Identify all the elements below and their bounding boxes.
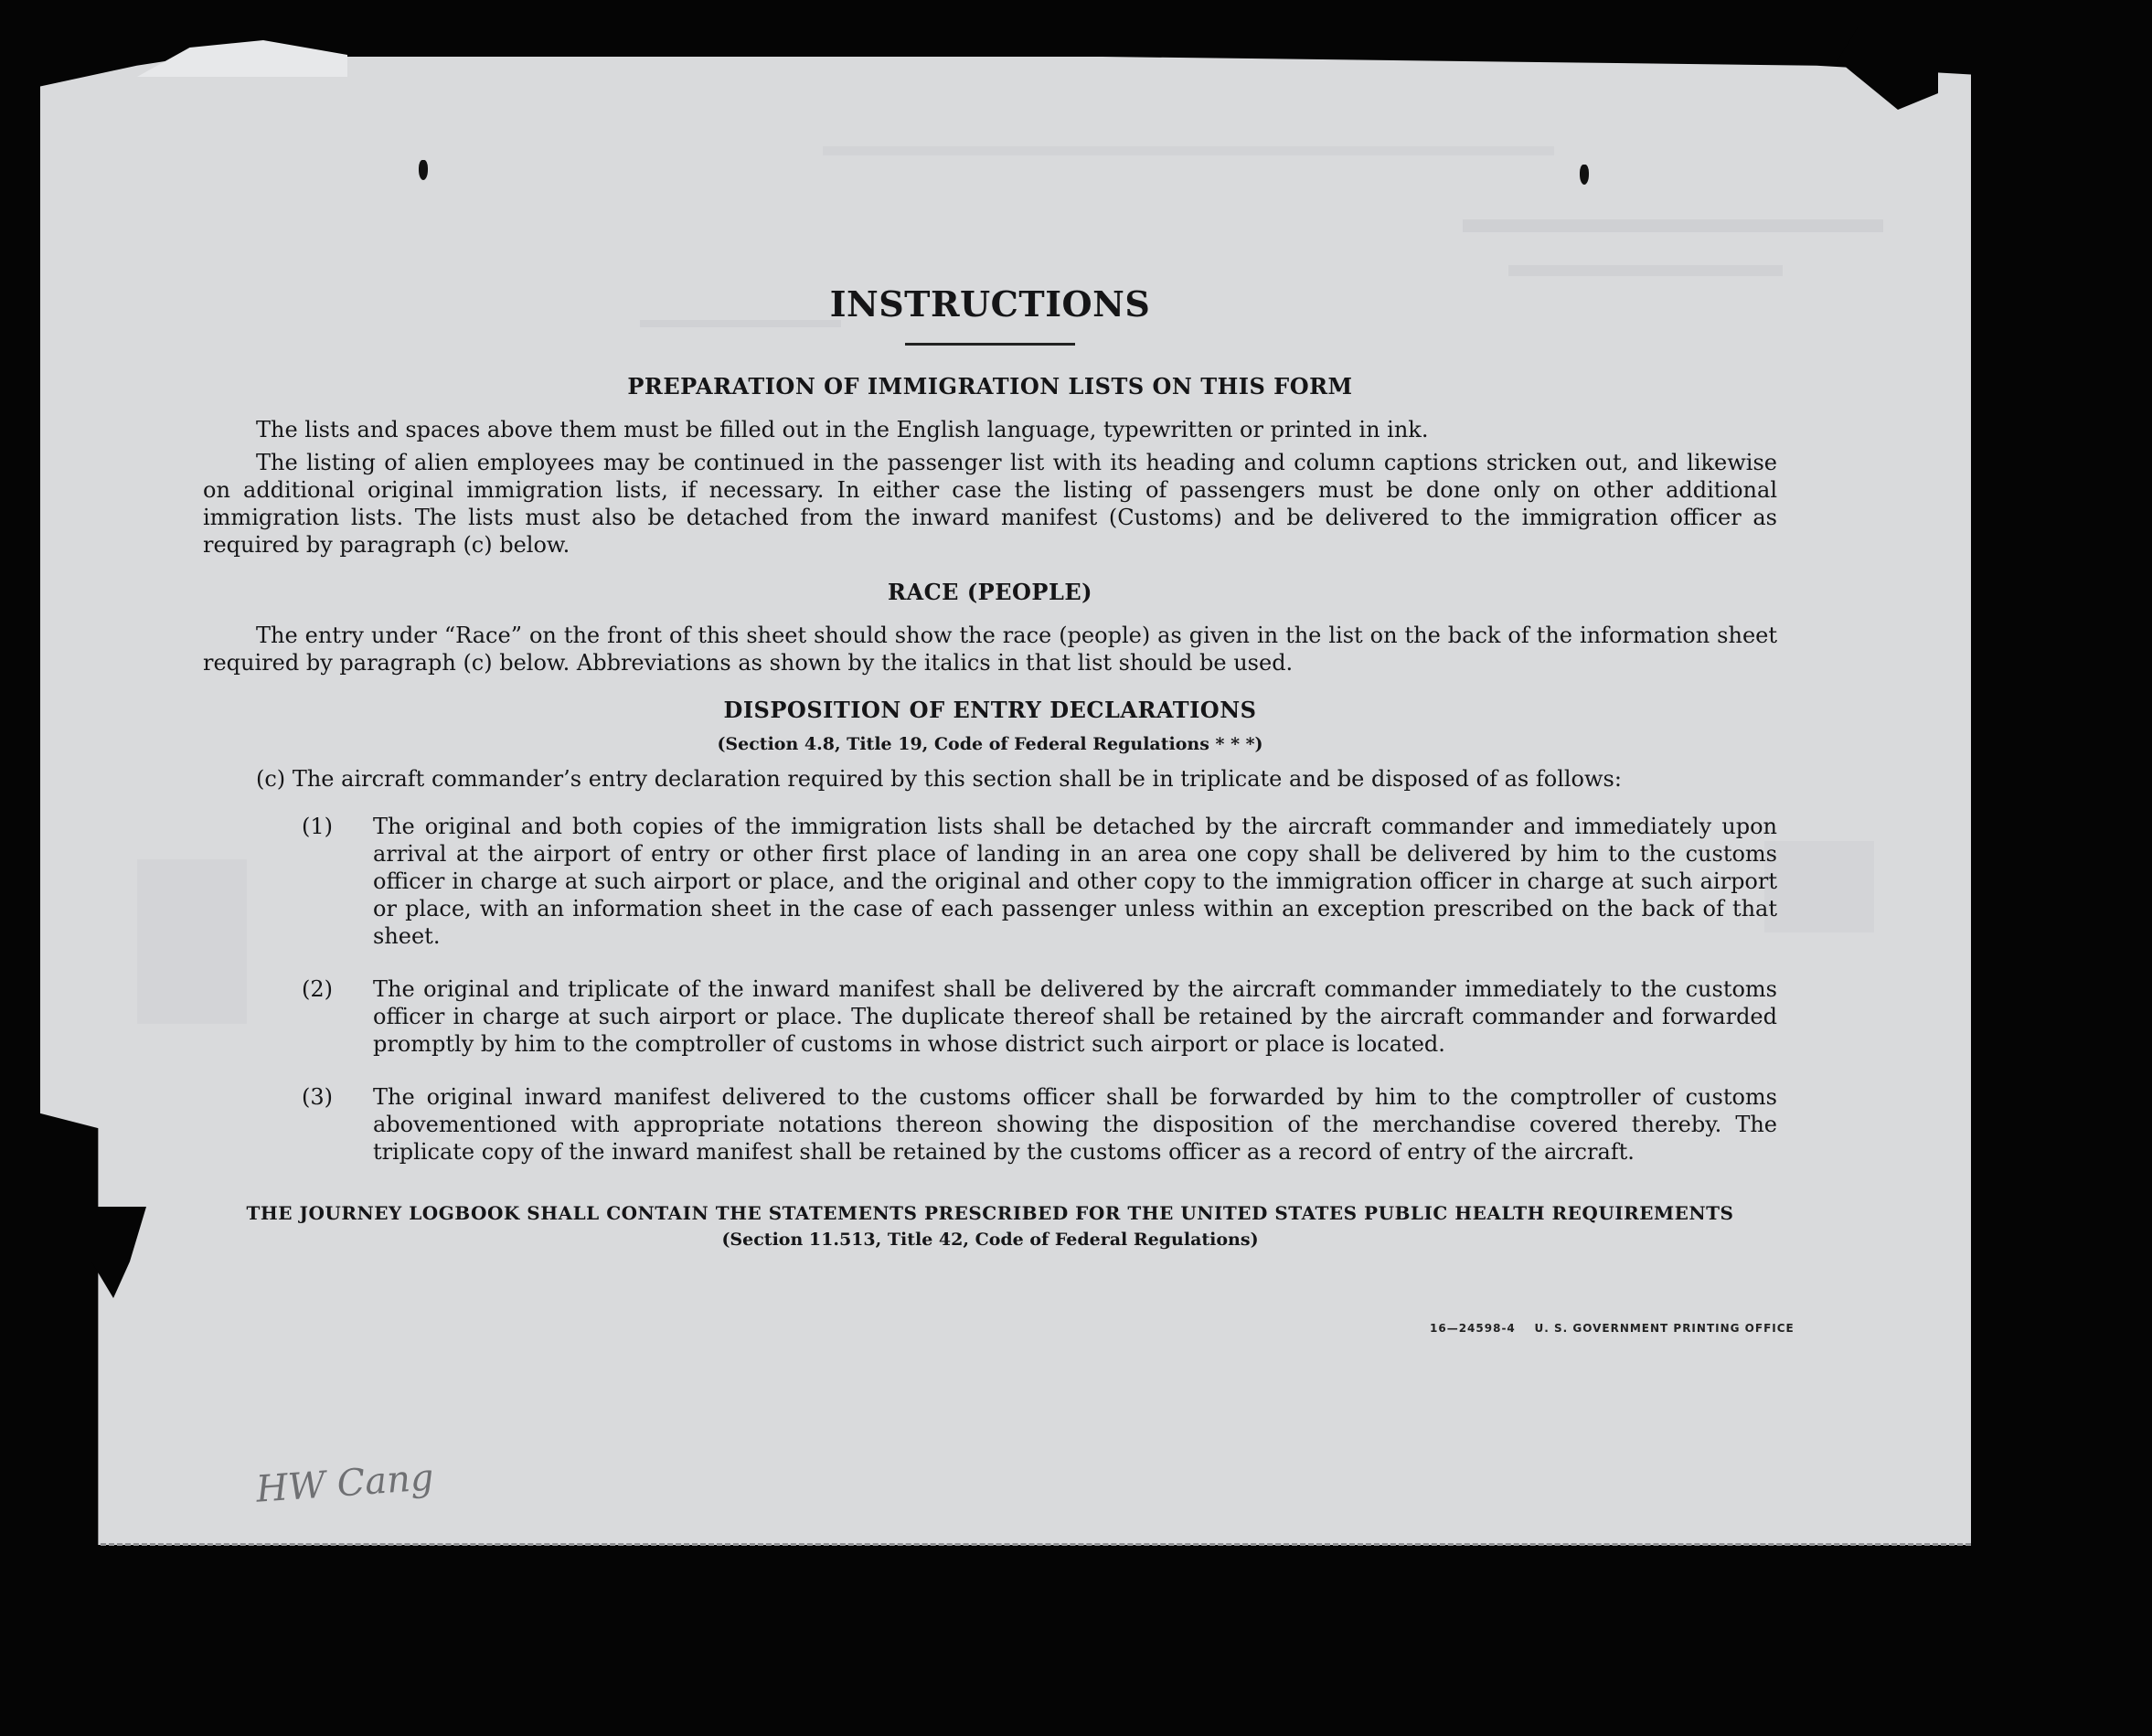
handwritten-note: HW Cang bbox=[254, 1456, 435, 1511]
title-rule bbox=[905, 343, 1075, 346]
disposition-intro bbox=[203, 765, 1777, 793]
disposition-heading: DISPOSITION OF ENTRY DECLARATIONS bbox=[723, 697, 1257, 723]
disposition-item bbox=[203, 813, 1777, 950]
show-through bbox=[1764, 841, 1874, 932]
punch-mark bbox=[419, 160, 428, 180]
print-code: 16—24598-4 bbox=[1430, 1322, 1516, 1335]
preparation-heading: PREPARATION OF IMMIGRATION LISTS ON THIS FORM bbox=[627, 373, 1353, 399]
item-text: The original and both copies of the immigration lists shall be detached by the aircraft commander and immediately upon arrival at the airport of entry or other first place of landing in an area one copy shall be delivered by him to the customs officer in charge at such airport or place, and the original and other copy to the immigration officer in charge at such airport or place, with an information sheet in the case of each passenger unless within an exception prescribed on the back of that sheet. bbox=[373, 814, 1777, 949]
printer-name: U. S. GOVERNMENT PRINTING OFFICE bbox=[1534, 1322, 1795, 1335]
item-number: (2) bbox=[302, 976, 333, 1002]
intro-text: The aircraft commander’s entry declaration required by this section shall be in triplicate and be disposed of as follows: bbox=[292, 766, 1622, 792]
item-text: The original inward manifest delivered to the customs officer shall be forwarded by him to the comptroller of customs abovementioned with appropriate notations thereon showing the disposition of the merchandise covered thereby. The triplicate copy of the inward manifest shall be retained by the customs officer as a record of entry of the aircraft. bbox=[373, 1084, 1777, 1165]
punch-mark bbox=[1580, 165, 1589, 185]
item-number: (3) bbox=[302, 1084, 333, 1110]
disposition-item bbox=[203, 975, 1777, 1058]
preparation-paragraph: The listing of alien employees may be continued in the passenger list with its heading and column captions stricken out, and likewise on additional original immigration lists, if necessary. In either case the listing of passengers must be done only on other additional immigration lists. The lists must also be detached from the inward manifest (Customs) and be delivered to the immigration officer as required by paragraph (c) below. bbox=[203, 450, 1777, 558]
disposition-item bbox=[203, 1083, 1777, 1166]
printer-imprint bbox=[1430, 1322, 1795, 1335]
instructions-content bbox=[203, 274, 1777, 1250]
item-number: (1) bbox=[302, 814, 333, 839]
page-title: INSTRUCTIONS bbox=[829, 283, 1151, 325]
perforation-line bbox=[101, 1543, 1971, 1546]
race-heading: RACE (PEOPLE) bbox=[888, 579, 1092, 605]
preparation-paragraph: The lists and spaces above them must be filled out in the English language, typewritten or printed in ink. bbox=[256, 417, 1429, 442]
show-through bbox=[823, 146, 1554, 155]
disposition-citation: (Section 4.8, Title 19, Code of Federal Regulations * * *) bbox=[717, 734, 1263, 754]
torn-edge bbox=[137, 40, 347, 77]
show-through bbox=[1463, 219, 1883, 232]
logbook-heading: THE JOURNEY LOGBOOK SHALL CONTAIN THE STATEMENTS PRESCRIBED FOR THE UNITED STATES PUBLIC HEALTH REQUIREMENTS bbox=[246, 1202, 1734, 1224]
race-paragraph: The entry under “Race” on the front of this sheet should show the race (people) as given in the list on the back of the information sheet required by paragraph (c) below. Abbreviations as shown by the italics in that list should be used. bbox=[203, 623, 1777, 676]
logbook-citation: (Section 11.513, Title 42, Code of Federal Regulations) bbox=[721, 1230, 1259, 1250]
paragraph-label: (c) bbox=[256, 766, 286, 792]
item-text: The original and triplicate of the inward manifest shall be delivered by the aircraft commander immediately to the customs officer in charge at such airport or place. The duplicate thereof shall be retained by the aircraft commander and forwarded promptly by him to the comptroller of customs in whose district such airport or place is located. bbox=[373, 976, 1777, 1057]
